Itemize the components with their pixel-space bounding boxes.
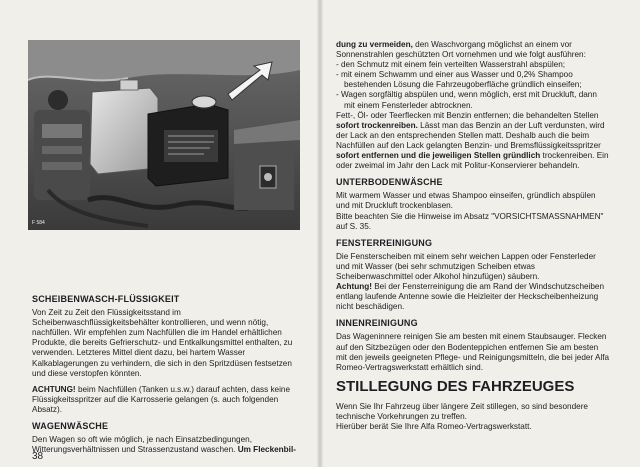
paragraph-fenster: Die Fensterscheiben mit einem sehr weichen Lappen oder Fensterleder und mit Wasser (bei sehr schmutzigen Scheiben etwas Scheibenwaschmittel oder Alkohol hinzufügen) säubern. bbox=[336, 251, 596, 281]
fett-bold-1: sofort trockenreiben. bbox=[336, 120, 418, 130]
paragraph-fettflecken bbox=[336, 111, 610, 172]
paragraph-continuation bbox=[336, 40, 610, 60]
continuation-bold: dung zu vermeiden, bbox=[336, 40, 413, 49]
section-title-unterboden: UNTERBODENWÄSCHE bbox=[336, 177, 443, 188]
warning-label: ACHTUNG! bbox=[32, 384, 76, 394]
paragraph-wagenwaesche bbox=[32, 435, 300, 455]
engine-bay-illustration bbox=[28, 40, 300, 230]
paragraph-stillegung: Wenn Sie Ihr Fahrzeug über längere Zeit stillegen, so sind besondere technische Vorkehrungen zu treffen. bbox=[336, 401, 588, 421]
warning-text: beim Nachfüllen (Tanken u.s.w.) darauf achten, dass keine Flüssigkeitsspritzer auf die Karrosserie gelangen (s. auch folgenden Absatz). bbox=[32, 384, 291, 414]
fett-text-3: trockenreiben. Ein oder zweimal im Jahr den Lack mit Politur-Konservierer behandeln. bbox=[336, 151, 609, 171]
list-item: - den Schmutz mit einem fein verteilten Wasserstrahl abspülen; bbox=[336, 60, 566, 70]
wagenwaesche-text: Den Wagen so oft wie möglich, je nach Einsatzbedingungen, Witterungsverhältnissen und Strassenzustand waschen. bbox=[32, 435, 252, 455]
fett-text-2: Lässt man das Benzin an der Luft verdunsten, wird der Lack an den entsprechenden Stellen matt. Deshalb auch die beim Nachfüllen auf den Lack gelangten Benzin- und Bremsflüssigkeitsspritzer bbox=[336, 120, 605, 150]
fett-bold-2: sofort entfernen und die jeweiligen Stellen gründlich bbox=[336, 151, 541, 161]
paragraph-fenster-achtung bbox=[336, 282, 610, 312]
paragraph-achtung-left bbox=[32, 385, 300, 415]
section-title-fenster: FENSTERREINIGUNG bbox=[336, 237, 433, 248]
right-column bbox=[336, 40, 610, 432]
paragraph-scheibenwasch: Von Zeit zu Zeit den Flüssigkeitsstand im Scheibenwaschflüssigkeitsbehälter kontrollieren, und wenn nötig, nachfüllen. Wir empfehlen zum Nachfüllen die im Handel erhältlichen Produkte, die bereits Gefrierschutz- und Entkalkungsmittel enthalten, zu verwenden. Letzteres Mittel dient dazu, bei hartem Wasser Kalkablagerungen zu verhindern, die sich in den Spritzdüsen festsetzen und diese verstopfen könnten. bbox=[32, 308, 293, 378]
continuation-text: den Waschvorgang möglichst an einem vor Sonnenstrahlen geschützten Ort vornehmen und wie folgt ausführen: bbox=[336, 40, 586, 60]
photo-code: F 584 bbox=[32, 220, 45, 226]
list-item: - mit einem Schwamm und einer aus Wasser und 0,2% Shampoo bestehenden Lösung die Fahrzeugoberfläche gründlich einseifen; bbox=[336, 70, 582, 90]
fett-text-1: Fett-, Öl- oder Teerflecken mit Benzin entfernen; die behandelten Stellen bbox=[336, 110, 599, 120]
engine-bay-photo bbox=[28, 40, 300, 230]
paragraph-stillegung-werkstatt: Hierüber berät Sie Ihre Alfa Romeo-Vertragswerkstatt. bbox=[336, 422, 532, 431]
section-title-wagenwaesche: WAGENWÄSCHE bbox=[32, 421, 109, 432]
washing-steps-list bbox=[336, 60, 610, 110]
paragraph-innen: Das Wageninnere reinigen Sie am besten mit einem Staubsauger. Flecken auf den Sitzbezügen oder den Bodenteppichen entfernen Sie am besten mit den jeweils geeigneten Pflege- und Reinigungsmitteln, die bei jeder Alfa Romeo-Vertragswerkstatt erhältlich sind. bbox=[336, 332, 610, 372]
left-column bbox=[32, 294, 300, 455]
warning-text: Bei der Fensterreinigung die am Rand der Windschutzscheiben entlang laufende Antenne sowie die Heizleiter der Heckscheibenheizung nicht beschädigen. bbox=[336, 282, 605, 312]
warning-label: Achtung! bbox=[336, 282, 372, 292]
wagenwaesche-bold: Um Fleckenbil- bbox=[237, 445, 296, 455]
paragraph-unterboden-hinweis: Bitte beachten Sie die Hinweise im Absatz "VORSICHTSMASSNAHMEN" auf S. 35. bbox=[336, 211, 604, 231]
section-title-innen: INNENREINIGUNG bbox=[336, 318, 418, 329]
paragraph-unterboden: Mit warmem Wasser und etwas Shampoo einseifen, gründlich abspülen und mit Druckluft trockenblasen. bbox=[336, 191, 596, 211]
section-title-scheibenwasch: SCHEIBENWASCH-FLÜSSIGKEIT bbox=[32, 294, 180, 304]
book-spine bbox=[317, 0, 323, 467]
page-number: 38 bbox=[32, 451, 44, 462]
chapter-title-stillegung: STILLEGUNG DES FAHRZEUGES bbox=[336, 377, 575, 395]
list-item: - Wagen sorgfältig abspülen und, wenn möglich, erst mit Druckluft, dann mit einem Fensterleder abtrocknen. bbox=[336, 90, 597, 110]
